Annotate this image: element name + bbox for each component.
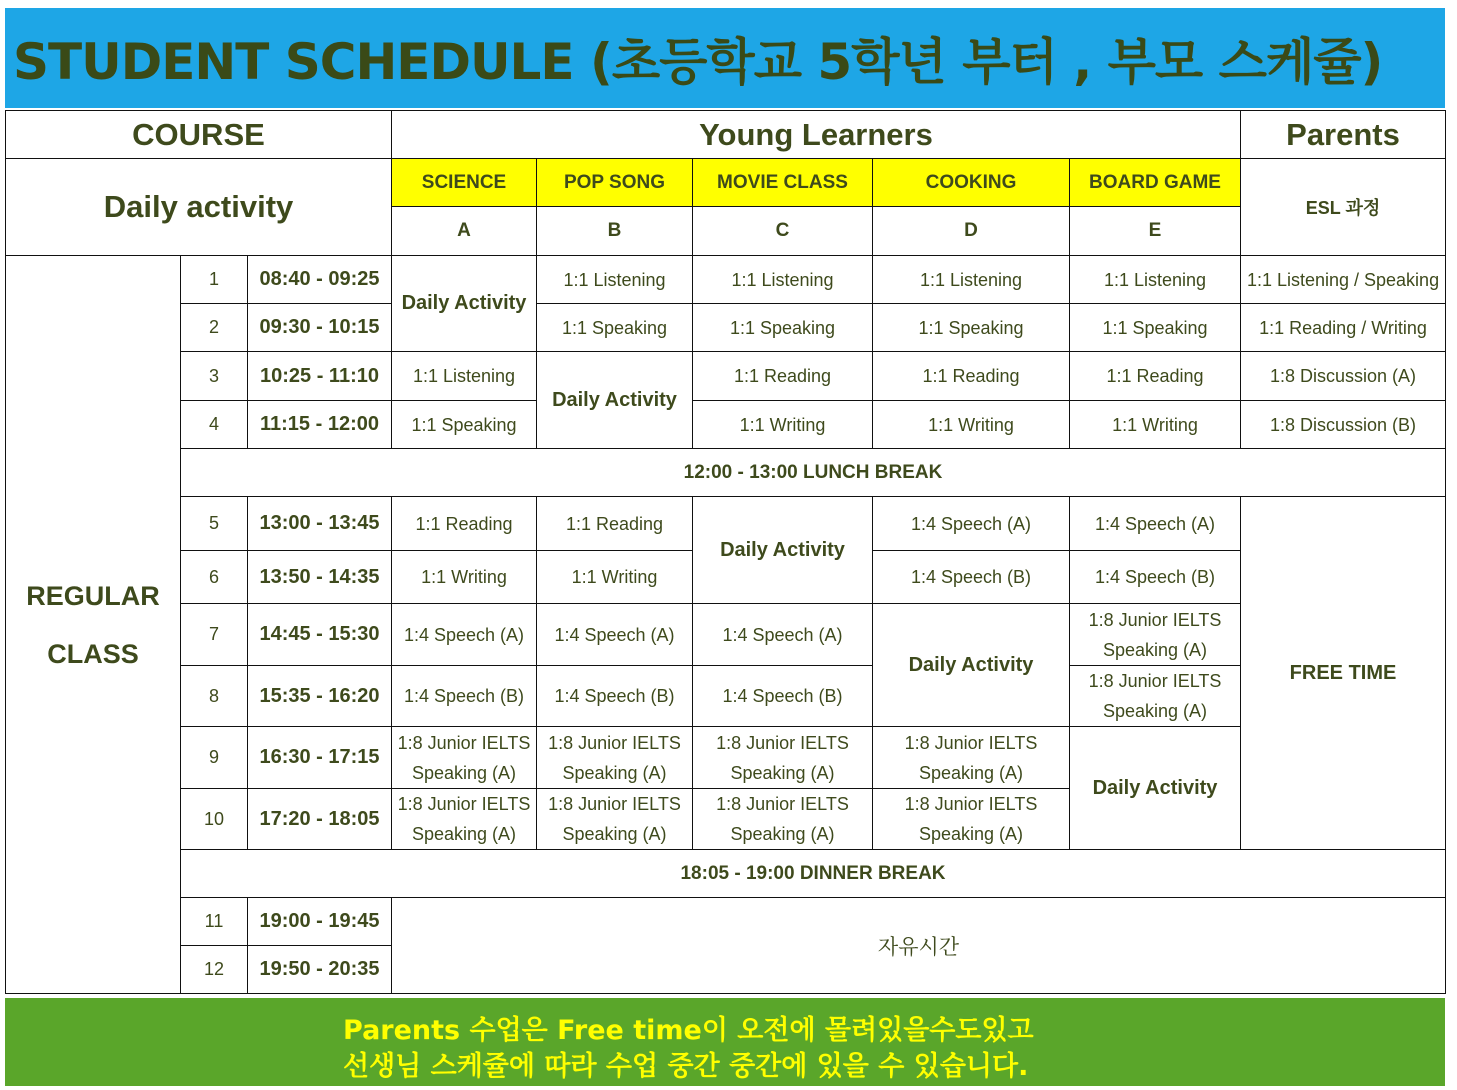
- class-cell: 1:1 Speaking: [693, 304, 873, 352]
- esl-course-label: ESL 과정: [1241, 159, 1446, 256]
- regular-class-label: [6, 256, 181, 994]
- class-cell: 1:1 Reading: [537, 497, 693, 551]
- period-number: 5: [181, 497, 248, 551]
- ielts-cell: [873, 789, 1070, 850]
- ielts-line: 1:8 Junior IELTS: [1088, 609, 1222, 630]
- class-cell: 1:1 Writing: [392, 551, 537, 604]
- parents-cell: 1:8 Discussion (A): [1241, 352, 1446, 401]
- ielts-line: Speaking (A): [1102, 639, 1208, 660]
- course-header: COURSE: [6, 111, 392, 159]
- regular-label-line: CLASS: [47, 638, 139, 669]
- period-number: 9: [181, 727, 248, 789]
- ielts-line: 1:8 Junior IELTS: [548, 732, 681, 753]
- period-time: 17:20 - 18:05: [248, 789, 392, 850]
- daily-activity-cell: Daily Activity: [1070, 727, 1241, 850]
- class-cell: 1:1 Writing: [1070, 401, 1241, 449]
- schedule-table: [5, 110, 1446, 994]
- subject-cooking: COOKING: [873, 159, 1070, 207]
- class-cell: 1:1 Reading: [873, 352, 1070, 401]
- ielts-line: Speaking (A): [562, 824, 667, 844]
- class-cell: 1:1 Writing: [873, 401, 1070, 449]
- period-number: 11: [181, 898, 248, 946]
- class-cell: 1:1 Speaking: [873, 304, 1070, 352]
- ielts-cell: [537, 789, 693, 850]
- dinner-break-row: 18:05 - 19:00 DINNER BREAK: [181, 850, 1446, 898]
- class-cell: 1:1 Writing: [693, 401, 873, 449]
- daily-activity-cell: Daily Activity: [537, 352, 693, 449]
- period-time: 19:00 - 19:45: [248, 898, 392, 946]
- class-cell: 1:1 Listening: [392, 352, 537, 401]
- group-letter: C: [693, 207, 873, 256]
- period-time: 11:15 - 12:00: [248, 401, 392, 449]
- class-cell: 1:1 Reading: [392, 497, 537, 551]
- page-title: STUDENT SCHEDULE (초등학교 5학년 부터 , 부모 스케쥴): [13, 33, 1383, 91]
- ielts-cell: [693, 789, 873, 850]
- class-cell: 1:1 Listening: [693, 256, 873, 304]
- period-time: 14:45 - 15:30: [248, 604, 392, 666]
- class-cell: 1:4 Speech (B): [537, 666, 693, 727]
- free-time-evening: 자유시간: [392, 898, 1446, 994]
- class-cell: 1:4 Speech (B): [1070, 551, 1241, 604]
- class-cell: 1:1 Speaking: [1070, 304, 1241, 352]
- ielts-line: 1:8 Junior IELTS: [716, 732, 849, 753]
- subject-movie-class: MOVIE CLASS: [693, 159, 873, 207]
- class-cell: 1:1 Speaking: [537, 304, 693, 352]
- free-time-cell: FREE TIME: [1241, 497, 1446, 850]
- period-time: 19:50 - 20:35: [248, 946, 392, 994]
- period-number: 12: [181, 946, 248, 994]
- ielts-line: 1:8 Junior IELTS: [397, 794, 531, 814]
- period-number: 6: [181, 551, 248, 604]
- period-time: 09:30 - 10:15: [248, 304, 392, 352]
- class-cell: 1:4 Speech (A): [1070, 497, 1241, 551]
- class-cell: 1:4 Speech (B): [392, 666, 537, 727]
- class-cell: 1:4 Speech (A): [392, 604, 537, 666]
- ielts-line: Speaking (A): [1102, 701, 1208, 721]
- ielts-line: Speaking (A): [730, 762, 835, 783]
- ielts-cell: [693, 727, 873, 789]
- class-cell: 1:1 Listening: [873, 256, 1070, 304]
- period-number: 1: [181, 256, 248, 304]
- ielts-cell: [392, 727, 537, 789]
- period-number: 8: [181, 666, 248, 727]
- daily-activity-header: Daily activity: [6, 159, 392, 256]
- daily-activity-cell: Daily Activity: [693, 497, 873, 604]
- class-cell: 1:1 Listening: [1070, 256, 1241, 304]
- class-cell: 1:1 Writing: [537, 551, 693, 604]
- ielts-line: Speaking (A): [411, 824, 517, 844]
- group-letter: A: [392, 207, 537, 256]
- regular-label-line: REGULAR: [26, 580, 160, 611]
- ielts-line: Speaking (A): [918, 824, 1024, 844]
- subject-pop-song: POP SONG: [537, 159, 693, 207]
- period-time: 13:50 - 14:35: [248, 551, 392, 604]
- footer-note: [5, 998, 1445, 1086]
- ielts-line: 1:8 Junior IELTS: [904, 794, 1038, 814]
- class-cell: 1:4 Speech (A): [537, 604, 693, 666]
- class-cell: 1:1 Reading: [1070, 352, 1241, 401]
- period-time: 13:00 - 13:45: [248, 497, 392, 551]
- period-time: 15:35 - 16:20: [248, 666, 392, 727]
- period-time: 08:40 - 09:25: [248, 256, 392, 304]
- ielts-line: 1:8 Junior IELTS: [1088, 671, 1222, 691]
- parents-cell: 1:8 Discussion (B): [1241, 401, 1446, 449]
- class-cell: 1:4 Speech (A): [873, 497, 1070, 551]
- ielts-cell: [1070, 604, 1241, 666]
- ielts-cell: [537, 727, 693, 789]
- period-number: 3: [181, 352, 248, 401]
- group-letter: E: [1070, 207, 1241, 256]
- ielts-cell: [1070, 666, 1241, 727]
- class-cell: 1:4 Speech (B): [873, 551, 1070, 604]
- parents-cell: 1:1 Reading / Writing: [1241, 304, 1446, 352]
- daily-activity-cell: Daily Activity: [873, 604, 1070, 727]
- young-learners-header: Young Learners: [392, 111, 1241, 159]
- period-number: 4: [181, 401, 248, 449]
- parents-cell: 1:1 Listening / Speaking: [1241, 256, 1446, 304]
- subject-board-game: BOARD GAME: [1070, 159, 1241, 207]
- lunch-break-row: 12:00 - 13:00 LUNCH BREAK: [181, 449, 1446, 497]
- ielts-line: Speaking (A): [562, 762, 667, 783]
- daily-activity-cell: Daily Activity: [392, 256, 537, 352]
- title-bar: [5, 8, 1445, 108]
- class-cell: 1:1 Listening: [537, 256, 693, 304]
- class-cell: 1:4 Speech (A): [693, 604, 873, 666]
- ielts-line: Speaking (A): [411, 762, 517, 783]
- footer-line-2: 선생님 스케쥴에 따라 수업 중간 중간에 있을 수 있습니다.: [343, 1051, 1029, 1082]
- period-number: 10: [181, 789, 248, 850]
- ielts-line: 1:8 Junior IELTS: [397, 732, 531, 753]
- period-time: 16:30 - 17:15: [248, 727, 392, 789]
- ielts-cell: [392, 789, 537, 850]
- ielts-line: 1:8 Junior IELTS: [548, 794, 681, 814]
- class-cell: 1:1 Speaking: [392, 401, 537, 449]
- period-time: 10:25 - 11:10: [248, 352, 392, 401]
- class-cell: 1:4 Speech (B): [693, 666, 873, 727]
- subject-science: SCIENCE: [392, 159, 537, 207]
- ielts-line: 1:8 Junior IELTS: [716, 794, 849, 814]
- ielts-line: Speaking (A): [918, 762, 1024, 783]
- ielts-cell: [873, 727, 1070, 789]
- footer-line-1: Parents 수업은 Free time이 오전에 몰려있을수도있고: [343, 1015, 1034, 1046]
- group-letter: D: [873, 207, 1070, 256]
- ielts-line: Speaking (A): [730, 824, 835, 844]
- parents-header: Parents: [1241, 111, 1446, 159]
- period-number: 2: [181, 304, 248, 352]
- ielts-line: 1:8 Junior IELTS: [904, 732, 1038, 753]
- period-number: 7: [181, 604, 248, 666]
- class-cell: 1:1 Reading: [693, 352, 873, 401]
- group-letter: B: [537, 207, 693, 256]
